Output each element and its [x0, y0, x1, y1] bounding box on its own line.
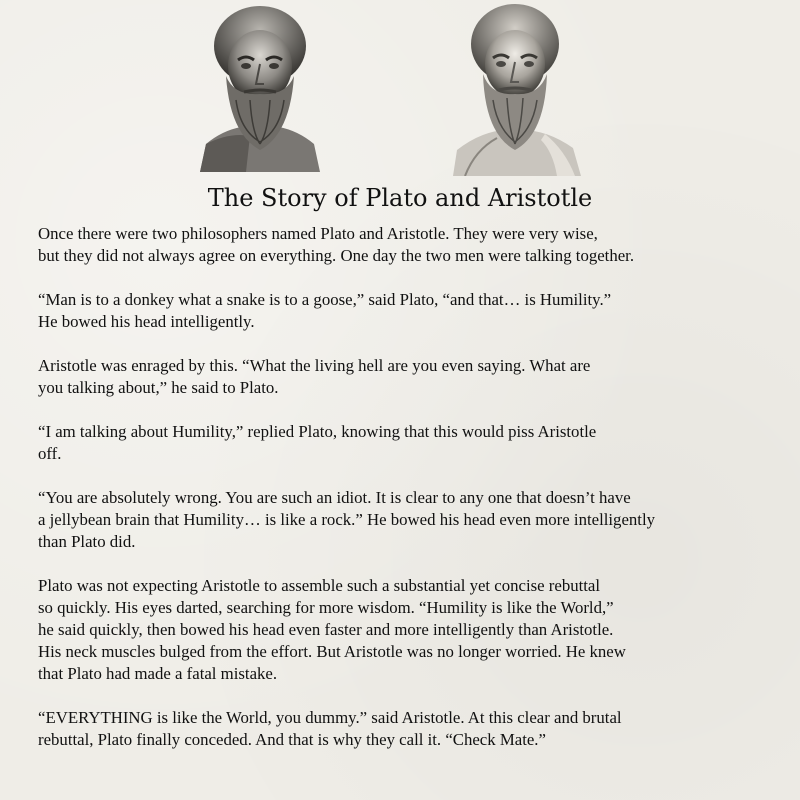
- text-line: off.: [38, 444, 62, 463]
- text-line: “You are absolutely wrong. You are such an idiot. It is clear to any one that doesn’t have: [38, 488, 631, 507]
- text-line: he said quickly, then bowed his head even faster and more intelligently than Aristotle.: [38, 620, 614, 639]
- paragraph-4: [38, 421, 788, 465]
- paragraph-5: [38, 487, 788, 553]
- text-line: you talking about,” he said to Plato.: [38, 378, 279, 397]
- text-line: that Plato had made a fatal mistake.: [38, 664, 278, 683]
- paragraph-2: [38, 289, 788, 333]
- story-body: [38, 223, 788, 773]
- text-line: “I am talking about Humility,” replied Plato, knowing that this would piss Aristotle: [38, 422, 597, 441]
- text-line: a jellybean brain that Humility… is like a rock.” He bowed his head even more intelligently: [38, 510, 655, 529]
- text-line: “EVERYTHING is like the World, you dummy.” said Aristotle. At this clear and brutal: [38, 708, 622, 727]
- text-line: but they did not always agree on everything. One day the two men were talking together.: [38, 246, 635, 265]
- text-line: “Man is to a donkey what a snake is to a goose,” said Plato, “and that… is Humility.”: [38, 290, 612, 309]
- paragraph-7: [38, 707, 788, 751]
- header-images: [0, 0, 800, 180]
- text-line: Plato was not expecting Aristotle to assemble such a substantial yet concise rebuttal: [38, 576, 601, 595]
- text-line: His neck muscles bulged from the effort. But Aristotle was no longer worried. He knew: [38, 642, 626, 661]
- aristotle-bust-image: [445, 0, 585, 176]
- text-line: Once there were two philosophers named Plato and Aristotle. They were very wise,: [38, 224, 598, 243]
- text-line: so quickly. His eyes darted, searching for more wisdom. “Humility is like the World,”: [38, 598, 614, 617]
- paragraph-6: [38, 575, 788, 685]
- text-line: than Plato did.: [38, 532, 136, 551]
- text-line: Aristotle was enraged by this. “What the living hell are you even saying. What are: [38, 356, 591, 375]
- paragraph-3: [38, 355, 788, 399]
- text-line: He bowed his head intelligently.: [38, 312, 255, 331]
- text-line: rebuttal, Plato finally conceded. And that is why they call it. “Check Mate.”: [38, 730, 546, 749]
- story-title: The Story of Plato and Aristotle: [207, 184, 593, 212]
- paragraph-1: [38, 223, 788, 267]
- plato-bust-image: [190, 4, 330, 172]
